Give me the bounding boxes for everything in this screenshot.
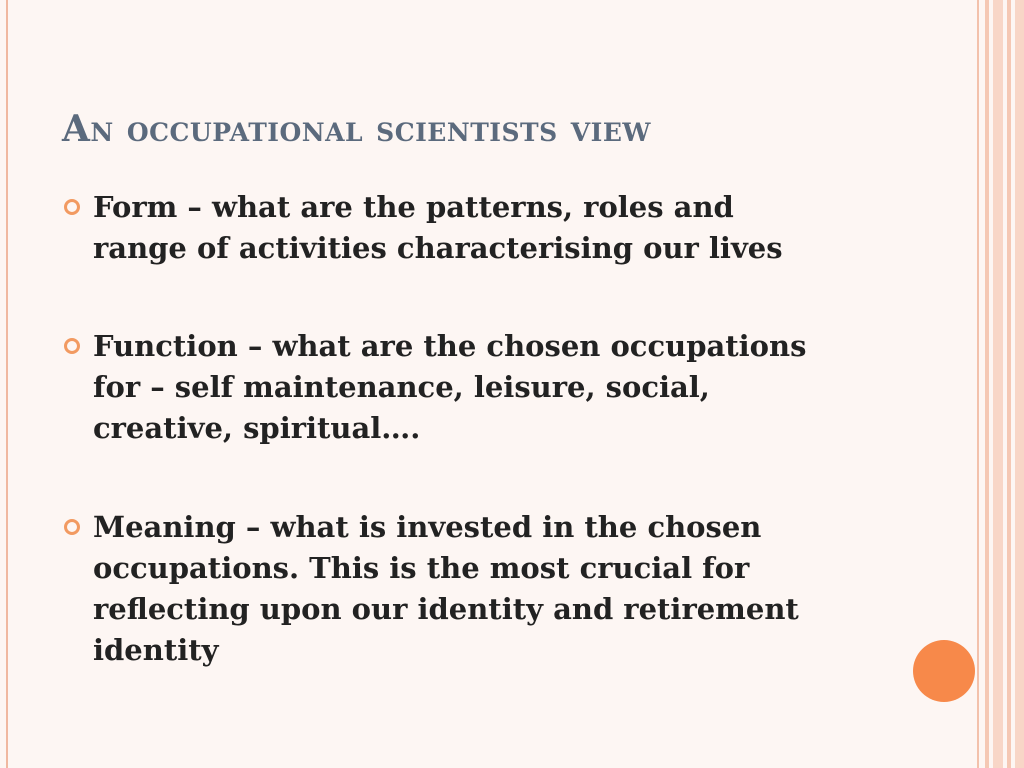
- right-decorative-stripe: [977, 0, 979, 768]
- ring-bullet-icon: [64, 199, 80, 215]
- bullet-text: Function – what are the chosen occupations for – self maintenance, leisure, social, creative, spiritual….: [93, 329, 807, 445]
- right-decorative-stripe: [993, 0, 1003, 768]
- orange-circle-icon: [913, 640, 975, 702]
- bullet-text: Form – what are the patterns, roles and range of activities characterising our lives: [93, 190, 783, 265]
- ring-bullet-icon: [64, 519, 80, 535]
- right-decorative-stripe: [985, 0, 989, 768]
- slide-title: An occupational scientists view: [62, 108, 651, 150]
- right-decorative-stripe: [1007, 0, 1011, 768]
- right-decorative-stripe: [1015, 0, 1024, 768]
- left-decorative-stripe: [6, 0, 8, 768]
- ring-bullet-icon: [64, 338, 80, 354]
- bullet-text: Meaning – what is invested in the chosen occupations. This is the most crucial for reflecting upon our identity and retirement identity: [93, 510, 799, 667]
